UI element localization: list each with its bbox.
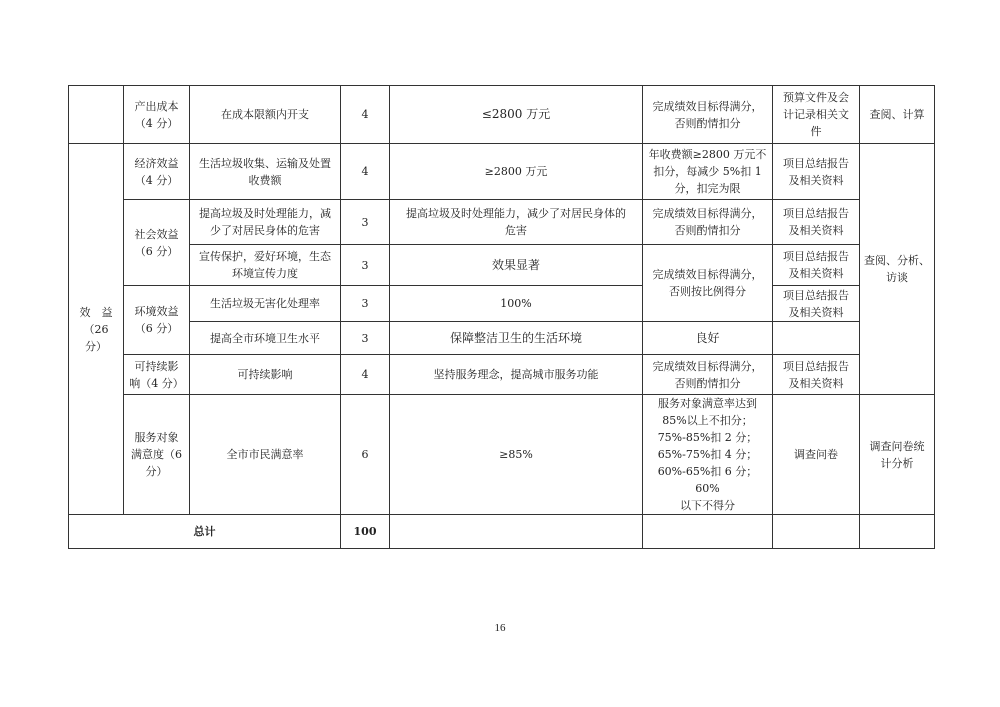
total-score: 100 [341,515,390,549]
sub-indicator-cell: 经济效益 （4 分） [124,144,190,200]
scoring-rule-cell: 完成绩效目标得满分， 否则酌情扣分 [643,200,773,245]
category-cell: 效 益 （26 分） [69,144,124,515]
table-row [69,395,935,515]
score-cell: 4 [341,144,390,200]
indicator-cell: 提高全市环境卫生水平 [190,322,341,355]
sub-indicator-cell: 社会效益 （6 分） [124,200,190,286]
target-cell: 效果显著 [390,245,643,286]
table-row [69,86,935,144]
sub-indicator-cell: 环境效益 （6 分） [124,286,190,355]
scoring-rule-cell: 完成绩效目标得满分， 否则按比例得分 [643,245,773,322]
scoring-rule-cell: 良好 [643,322,773,355]
indicator-cell: 可持续影响 [190,355,341,395]
sub-indicator-cell: 产出成本 （4 分） [124,86,190,144]
target-cell: 提高垃圾及时处理能力，减少了对居民身体的 危害 [390,200,643,245]
table-row-total [69,515,935,549]
table-row [69,144,935,200]
evidence-cell: 项目总结报告 及相关资料 [773,200,860,245]
indicator-cell: 提高垃圾及时处理能力，减 少了对居民身体的危害 [190,200,341,245]
evidence-cell: 预算文件及会 计记录相关文 件 [773,86,860,144]
score-cell: 3 [341,245,390,286]
total-label: 总计 [69,515,341,549]
target-cell: 坚持服务理念，提高城市服务功能 [390,355,643,395]
indicator-cell: 宣传保护，爱好环境，生态 环境宣传力度 [190,245,341,286]
target-cell: 保障整洁卫生的生活环境 [390,322,643,355]
table-row [69,355,935,395]
table-row [69,245,935,286]
score-cell: 4 [341,355,390,395]
sub-indicator-cell: 可持续影 响（4 分） [124,355,190,395]
table-row [69,200,935,245]
method-cell [860,515,935,549]
sub-indicator-cell: 服务对象 满意度（6 分） [124,395,190,515]
target-cell: ≤2800 万元 [390,86,643,144]
score-cell: 3 [341,322,390,355]
method-cell: 查阅、计算 [860,86,935,144]
performance-table [68,85,935,549]
score-cell: 6 [341,395,390,515]
score-cell: 3 [341,200,390,245]
scoring-rule-cell: 完成绩效目标得满分， 否则酌情扣分 [643,86,773,144]
table-row [69,286,935,322]
scoring-rule-cell: 年收费额≥2800 万元不 扣分，每减少 5%扣 1 分，扣完为限 [643,144,773,200]
scoring-rule-cell: 完成绩效目标得满分， 否则酌情扣分 [643,355,773,395]
scoring-rule-cell [643,515,773,549]
method-cell: 查阅、分析、 访谈 [860,144,935,395]
evidence-cell: 项目总结报告 及相关资料 [773,245,860,286]
category-cell-empty [69,86,124,144]
indicator-cell: 在成本限额内开支 [190,86,341,144]
evidence-cell: 项目总结报告 及相关资料 [773,144,860,200]
evidence-cell [773,322,860,355]
indicator-cell: 全市市民满意率 [190,395,341,515]
table-row [69,322,935,355]
page-number: 16 [494,622,506,634]
evidence-cell: 项目总结报告 及相关资料 [773,286,860,322]
indicator-cell: 生活垃圾无害化处理率 [190,286,341,322]
score-cell: 4 [341,86,390,144]
indicator-cell: 生活垃圾收集、运输及处置 收费额 [190,144,341,200]
score-cell: 3 [341,286,390,322]
target-cell: ≥85% [390,395,643,515]
scoring-rule-cell: 服务对象满意率达到 85%以上不扣分； 75%-85%扣 2 分； 65%-75%扣 4 分； 60%-65%扣 6 分；60% 以下不得分 [643,395,773,515]
evidence-cell: 项目总结报告 及相关资料 [773,355,860,395]
method-cell: 调查问卷统 计分析 [860,395,935,515]
target-cell: 100% [390,286,643,322]
evidence-cell [773,515,860,549]
target-cell [390,515,643,549]
target-cell: ≥2800 万元 [390,144,643,200]
evidence-cell: 调查问卷 [773,395,860,515]
